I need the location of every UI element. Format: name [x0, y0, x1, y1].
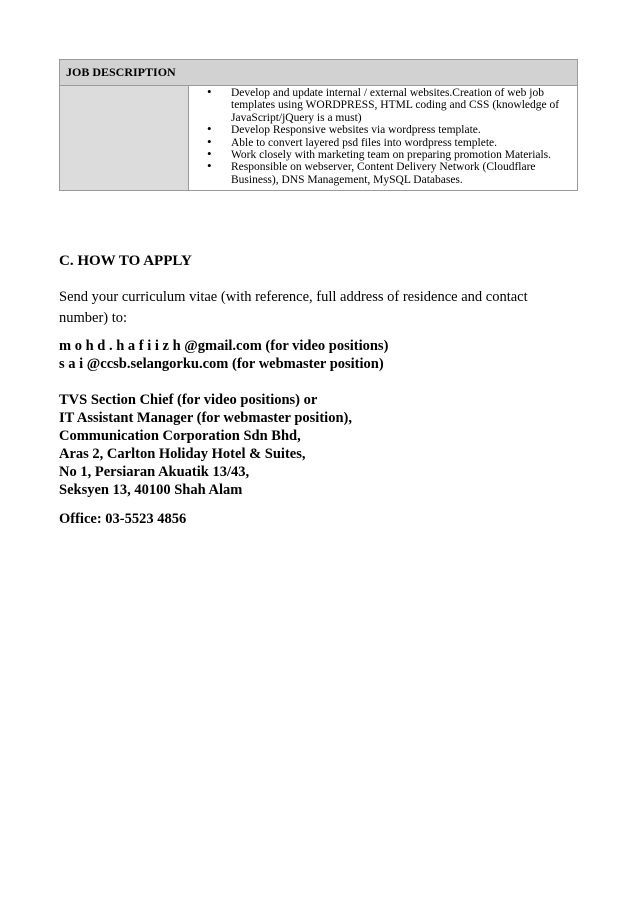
- address-line: Aras 2, Carlton Holiday Hotel & Suites,: [59, 446, 306, 462]
- address-line: No 1, Persiaran Akuatik 13/43,: [59, 464, 250, 480]
- bullet-icon: •: [207, 121, 212, 137]
- address-line: Communication Corporation Sdn Bhd,: [59, 428, 301, 444]
- list-item: [207, 84, 569, 124]
- email-contacts: [59, 337, 388, 373]
- job-table-body-row: [60, 86, 578, 191]
- bullet-icon: •: [207, 158, 212, 174]
- duty-text: Develop and update internal / external websites.Creation of web job templates using WORDPRESS, HTML coding and CSS (knowledge of JavaScript/jQuery is a must): [231, 87, 560, 124]
- list-item: [207, 133, 569, 149]
- job-duties-cell: [189, 86, 578, 191]
- address-line: Seksyen 13, 40100 Shah Alam: [59, 482, 243, 498]
- list-item: [207, 121, 569, 137]
- duty-text: Work closely with marketing team on preparing promotion Materials.: [231, 149, 552, 162]
- office-phone: Office: 03-5523 4856: [59, 511, 187, 527]
- address-line: IT Assistant Manager (for webmaster position),: [59, 410, 352, 426]
- duty-text: Able to convert layered psd files into wordpress templete.: [231, 136, 498, 149]
- list-item: [207, 158, 569, 186]
- job-description-header: JOB DESCRIPTION: [60, 60, 578, 86]
- address-line: TVS Section Chief (for video positions) or: [59, 392, 318, 408]
- email-video-positions[interactable]: m o h d . h a f i i z h @gmail.com (for video positions): [59, 338, 389, 354]
- job-description-table: [59, 59, 578, 191]
- mailing-address: [59, 391, 352, 499]
- duty-text: Develop Responsive websites via wordpress template.: [231, 124, 481, 137]
- bullet-icon: •: [207, 133, 212, 149]
- section-title-how-to-apply: C. HOW TO APPLY: [59, 253, 192, 269]
- job-table-header-row: [60, 60, 578, 86]
- list-item: [207, 146, 569, 162]
- duty-text: Responsible on webserver, Content Delivery Network (Cloudflare Business), DNS Management, MySQL Databases.: [231, 161, 536, 186]
- bullet-icon: •: [207, 84, 212, 99]
- bullet-icon: •: [207, 146, 212, 162]
- apply-instructions: Send your curriculum vitae (with reference, full address of residence and contact number) to:: [59, 289, 528, 326]
- job-table-empty-cell: [60, 86, 189, 191]
- job-duties-list: [207, 84, 569, 186]
- email-webmaster-position[interactable]: s a i @ccsb.selangorku.com (for webmaster position): [59, 356, 384, 372]
